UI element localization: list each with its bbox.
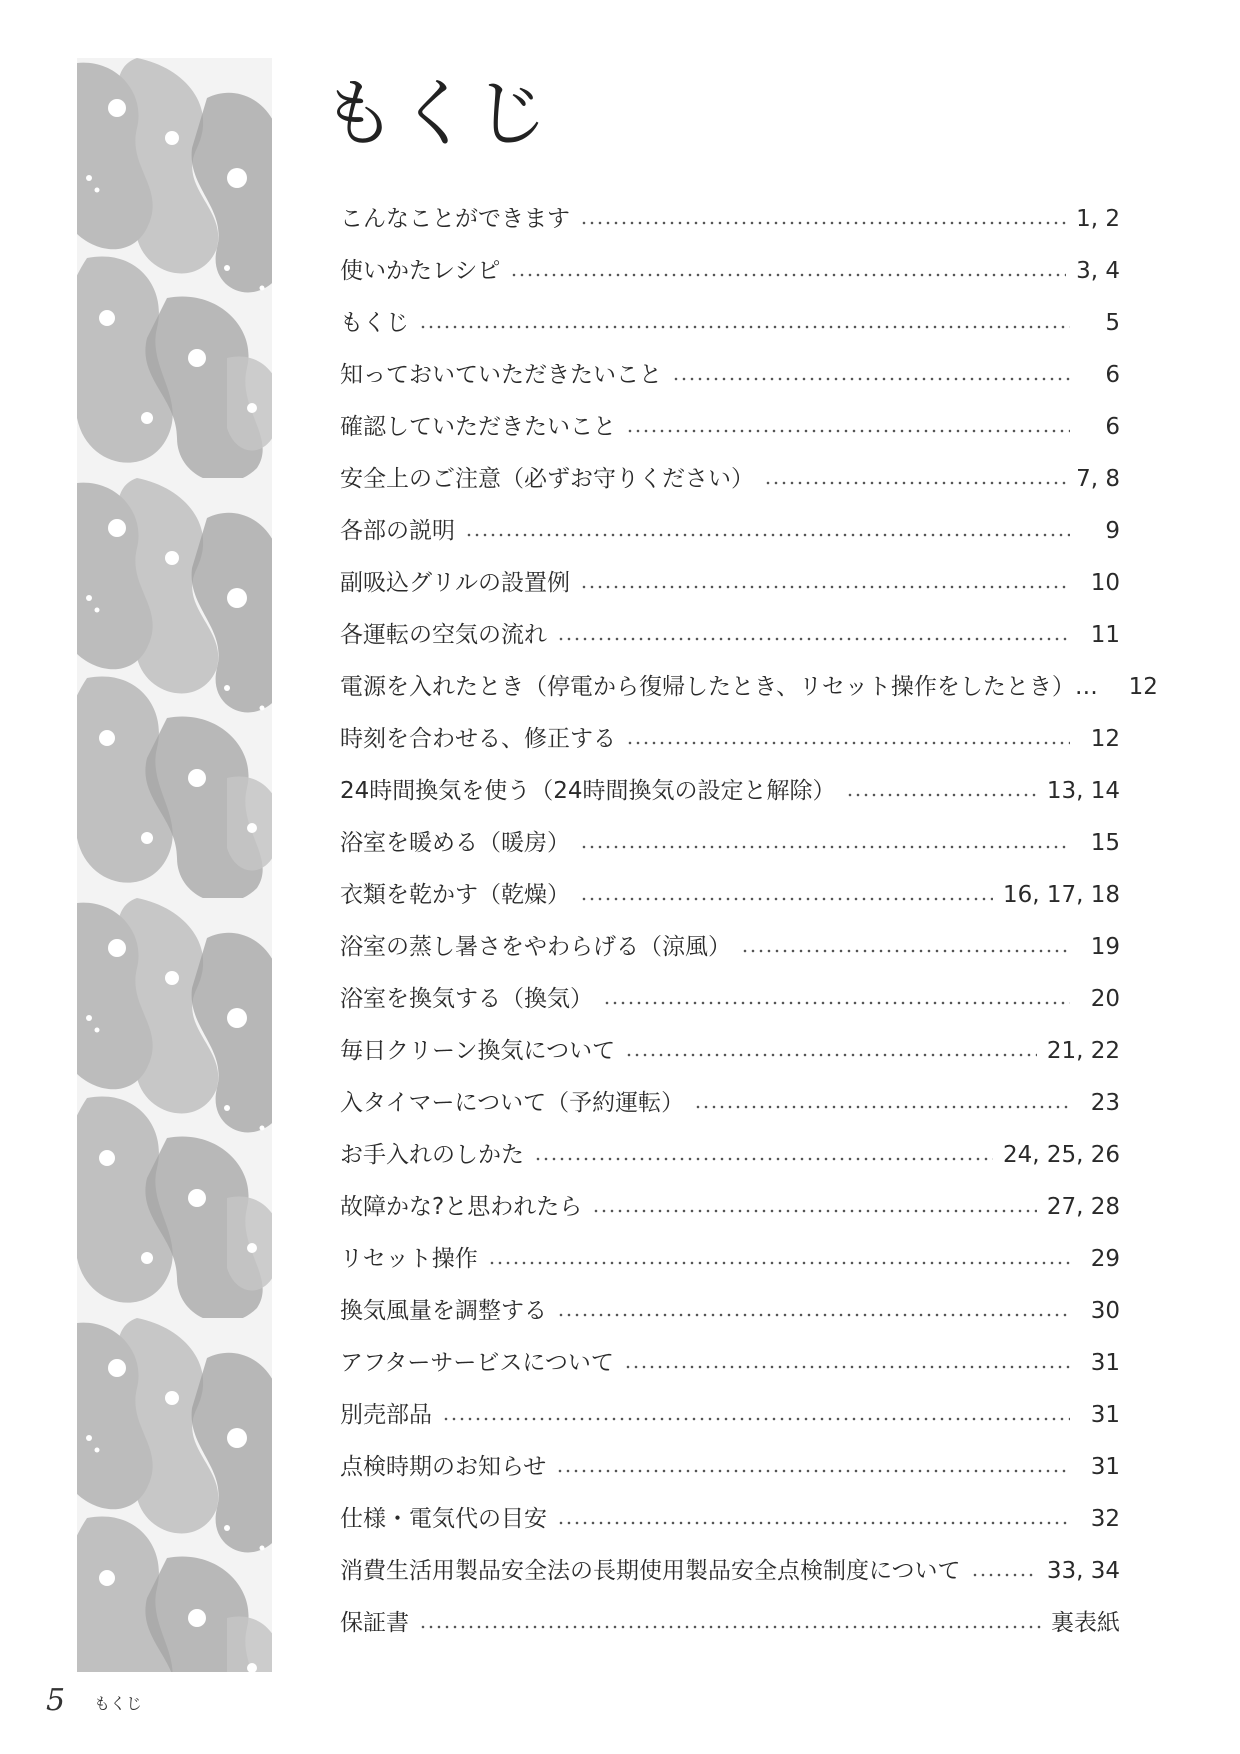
toc-entry-page: 6 xyxy=(1105,414,1120,440)
toc-entry-page: 7, 8 xyxy=(1076,466,1120,492)
dot-leader xyxy=(580,576,1070,590)
toc-entry-title: もくじ xyxy=(340,310,409,336)
dot-leader xyxy=(557,628,1070,642)
toc-entry[interactable] xyxy=(340,1188,1120,1240)
toc-entry-title: 消費生活用製品安全法の長期使用製品安全点検制度について xyxy=(340,1558,961,1584)
toc-entry-page: 15 xyxy=(1090,830,1120,856)
toc-entry[interactable] xyxy=(340,1136,1120,1188)
toc-entry-page: 31 xyxy=(1090,1402,1120,1428)
dot-leader xyxy=(557,1304,1070,1318)
toc-entry-page: 27, 28 xyxy=(1046,1194,1120,1220)
toc-entry[interactable] xyxy=(340,512,1120,564)
toc-entry-page: 5 xyxy=(1105,310,1120,336)
dot-leader xyxy=(557,1512,1070,1526)
toc-entry-page: 3, 4 xyxy=(1076,258,1120,284)
toc-entry-title: 電源を入れたとき（停電から復帰したとき、リセット操作をしたとき）… xyxy=(340,674,1098,700)
toc-entry-page: 30 xyxy=(1090,1298,1120,1324)
dot-leader xyxy=(846,784,1037,798)
toc-entry-title: 浴室の蒸し暑さをやわらげる（涼風） xyxy=(340,934,731,960)
toc-entry-page: 33, 34 xyxy=(1046,1558,1120,1584)
toc-entry-title: 仕様・電気代の目安 xyxy=(340,1506,547,1532)
toc-entry-title: 各部の説明 xyxy=(340,518,455,544)
dot-leader xyxy=(442,1408,1070,1422)
toc-entry-title: 確認していただきたいこと xyxy=(340,414,616,440)
toc-entry-page: 12 xyxy=(1128,674,1158,700)
dot-leader xyxy=(580,888,993,902)
footer-page-number: 5 xyxy=(46,1683,66,1718)
dot-leader xyxy=(510,264,1066,278)
toc-entry-page: 12 xyxy=(1090,726,1120,752)
page-title: もくじ xyxy=(322,71,550,157)
toc-entry[interactable] xyxy=(340,616,1120,668)
dot-leader xyxy=(764,472,1066,486)
blob-pattern-graphic xyxy=(77,58,272,1672)
toc-entry[interactable] xyxy=(340,720,1120,772)
toc-entry[interactable] xyxy=(340,1396,1120,1448)
toc-entry[interactable] xyxy=(340,200,1120,252)
toc-entry-title: 入タイマーについて（予約運転） xyxy=(340,1090,685,1116)
toc-entry[interactable] xyxy=(340,460,1120,512)
dot-leader xyxy=(603,992,1070,1006)
dot-leader xyxy=(419,1616,1041,1630)
toc-entry[interactable] xyxy=(340,1344,1120,1396)
toc-entry-page: 31 xyxy=(1090,1350,1120,1376)
toc-entry-page: 13, 14 xyxy=(1046,778,1120,804)
dot-leader xyxy=(626,732,1070,746)
dot-leader xyxy=(624,1356,1070,1370)
toc-entry[interactable] xyxy=(340,876,1120,928)
toc-entry-page: 21, 22 xyxy=(1046,1038,1120,1064)
table-of-contents xyxy=(340,200,1158,1656)
toc-entry-title: こんなことができます xyxy=(340,206,570,232)
dot-leader xyxy=(556,1460,1070,1474)
toc-entry-page: 24, 25, 26 xyxy=(1002,1142,1120,1168)
toc-entry-page: 20 xyxy=(1090,986,1120,1012)
toc-entry[interactable] xyxy=(340,1448,1120,1500)
toc-entry-page: 16, 17, 18 xyxy=(1002,882,1120,908)
toc-entry-page: 裏表紙 xyxy=(1051,1610,1120,1636)
toc-entry[interactable] xyxy=(340,1084,1120,1136)
toc-entry-page: 11 xyxy=(1090,622,1120,648)
toc-entry-title: 知っておいていただきたいこと xyxy=(340,362,662,388)
toc-entry-title: 故障かな?と思われたら xyxy=(340,1194,583,1220)
dot-leader xyxy=(741,940,1070,954)
toc-entry-title: 浴室を暖める（暖房） xyxy=(340,830,570,856)
toc-entry-page: 23 xyxy=(1090,1090,1120,1116)
toc-entry-title: お手入れのしかた xyxy=(340,1142,524,1168)
toc-entry[interactable] xyxy=(340,356,1120,408)
toc-entry-title: 衣類を乾かす（乾燥） xyxy=(340,882,570,908)
toc-entry-title: 時刻を合わせる、修正する xyxy=(340,726,616,752)
toc-entry[interactable] xyxy=(340,564,1120,616)
toc-entry[interactable] xyxy=(340,772,1120,824)
toc-entry[interactable] xyxy=(340,980,1120,1032)
toc-entry[interactable] xyxy=(340,1500,1120,1552)
dot-leader xyxy=(625,1044,1037,1058)
toc-entry-title: 保証書 xyxy=(340,1610,409,1636)
dot-leader xyxy=(580,212,1066,226)
toc-entry-title: 点検時期のお知らせ xyxy=(340,1454,547,1480)
toc-entry[interactable] xyxy=(340,1292,1120,1344)
toc-entry-title: 副吸込グリルの設置例 xyxy=(340,570,570,596)
toc-entry-title: 24時間換気を使う（24時間換気の設定と解除） xyxy=(340,778,836,804)
dot-leader xyxy=(534,1148,993,1162)
toc-entry-title: アフターサービスについて xyxy=(340,1350,614,1376)
dot-leader xyxy=(580,836,1070,850)
decorative-pattern-band xyxy=(77,58,272,1672)
toc-entry-page: 10 xyxy=(1090,570,1120,596)
toc-entry[interactable] xyxy=(340,1604,1120,1656)
toc-entry-page: 32 xyxy=(1090,1506,1120,1532)
toc-entry-title: 各運転の空気の流れ xyxy=(340,622,547,648)
dot-leader xyxy=(626,420,1070,434)
toc-entry[interactable] xyxy=(340,408,1120,460)
dot-leader xyxy=(419,316,1070,330)
toc-entry-title: リセット操作 xyxy=(340,1246,478,1272)
toc-entry[interactable] xyxy=(340,252,1120,304)
toc-entry[interactable] xyxy=(340,668,1158,720)
toc-entry[interactable] xyxy=(340,928,1120,980)
dot-leader xyxy=(694,1096,1070,1110)
toc-entry[interactable] xyxy=(340,1032,1120,1084)
dot-leader xyxy=(465,524,1070,538)
toc-entry-title: 別売部品 xyxy=(340,1402,432,1428)
dot-leader xyxy=(592,1200,1037,1214)
toc-entry-page: 9 xyxy=(1105,518,1120,544)
toc-entry-page: 19 xyxy=(1090,934,1120,960)
dot-leader xyxy=(971,1564,1037,1578)
toc-entry-page: 1, 2 xyxy=(1076,206,1120,232)
toc-entry-page: 31 xyxy=(1090,1454,1120,1480)
toc-entry-title: 換気風量を調整する xyxy=(340,1298,547,1324)
toc-entry[interactable] xyxy=(340,304,1120,356)
toc-entry[interactable] xyxy=(340,1552,1120,1604)
toc-entry-title: 浴室を換気する（換気） xyxy=(340,986,593,1012)
toc-entry-page: 29 xyxy=(1090,1246,1120,1272)
toc-entry-page: 6 xyxy=(1105,362,1120,388)
toc-entry[interactable] xyxy=(340,824,1120,876)
toc-entry[interactable] xyxy=(340,1240,1120,1292)
toc-entry-title: 使いかたレシピ xyxy=(340,258,501,284)
dot-leader xyxy=(488,1252,1070,1266)
toc-entry-title: 安全上のご注意（必ずお守りください） xyxy=(340,466,754,492)
toc-entry-title: 毎日クリーン換気について xyxy=(340,1038,616,1064)
dot-leader xyxy=(672,368,1070,382)
footer-section-label: もくじ xyxy=(94,1694,143,1713)
